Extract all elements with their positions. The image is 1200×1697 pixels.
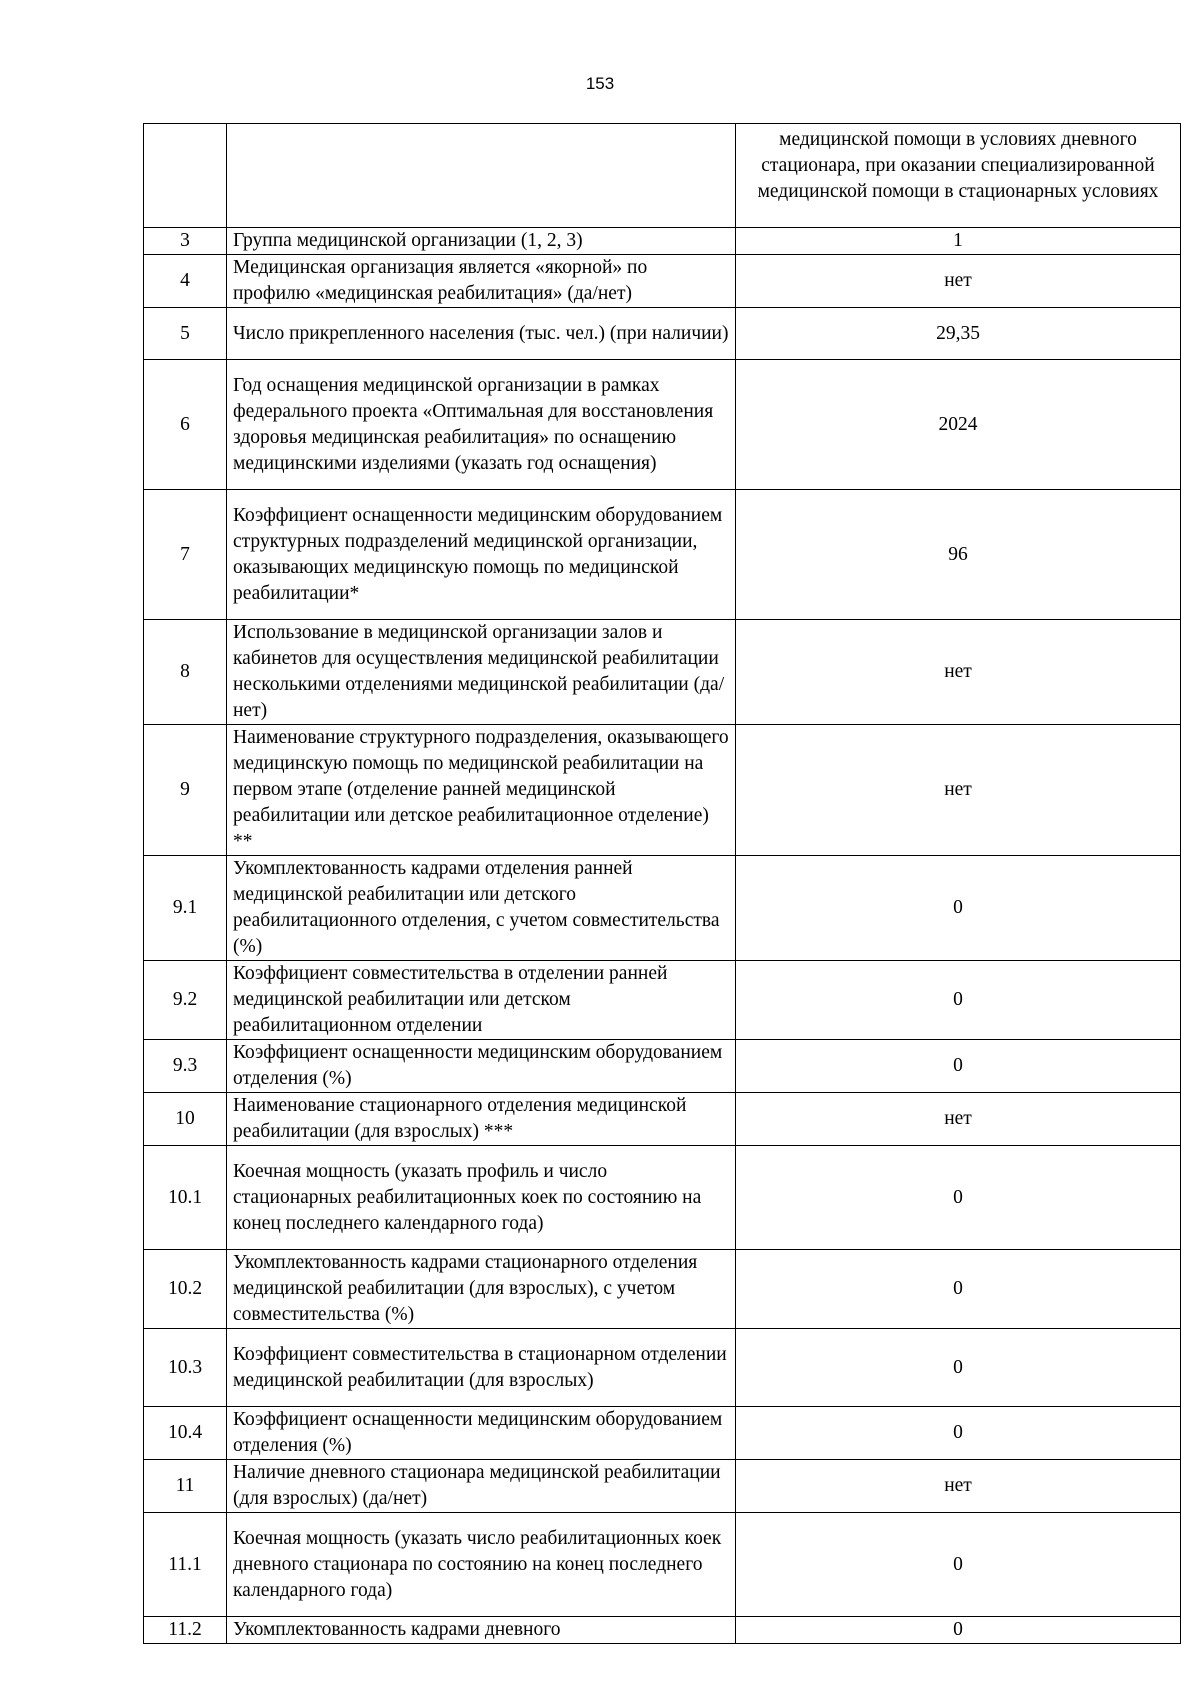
indicator-value: 0 (736, 1617, 1181, 1644)
table-row (144, 255, 1181, 308)
row-number: 11.1 (144, 1513, 227, 1617)
indicator-name: Укомплектованность кадрами отделения ранней медицинской реабилитации или детского реабилитационного отделения, с учетом совместительства (%) (227, 856, 736, 961)
indicator-name: Использование в медицинской организации залов и кабинетов для осуществления медицинской реабилитации несколькими отделениями медицинской реабилитации (да/нет) (227, 620, 736, 725)
indicator-name: Наименование стационарного отделения медицинской реабилитации (для взрослых) *** (227, 1093, 736, 1146)
indicator-value: 0 (736, 1250, 1181, 1329)
indicator-name: Коэффициент оснащенности медицинским оборудованием отделения (%) (227, 1407, 736, 1460)
table-row (144, 725, 1181, 856)
indicator-value: 0 (736, 961, 1181, 1040)
header-cell-value: медицинской помощи в условиях дневного стационара, при оказании специализированной медицинской помощи в стационарных условиях (736, 124, 1181, 228)
table-row (144, 1146, 1181, 1250)
row-number: 9.3 (144, 1040, 227, 1093)
row-number: 10.3 (144, 1329, 227, 1407)
table-row (144, 308, 1181, 360)
row-number: 10.1 (144, 1146, 227, 1250)
indicator-value: нет (736, 725, 1181, 856)
indicator-name: Коэффициент совместительства в стационарном отделении медицинской реабилитации (для взрослых) (227, 1329, 736, 1407)
table-row (144, 1513, 1181, 1617)
indicator-value: 0 (736, 1329, 1181, 1407)
indicator-name: Коечная мощность (указать число реабилитационных коек дневного стационара по состоянию на конец последнего календарного года) (227, 1513, 736, 1617)
indicator-value: 0 (736, 1040, 1181, 1093)
indicator-value: 1 (736, 228, 1181, 255)
header-cell-number (144, 124, 227, 228)
row-number: 10.4 (144, 1407, 227, 1460)
indicator-value: 0 (736, 1513, 1181, 1617)
indicator-name: Наименование структурного подразделения, оказывающего медицинскую помощь по медицинской реабилитации на первом этапе (отделение ранней медицинской реабилитации или детское реабилитационное отделение) ** (227, 725, 736, 856)
table-row (144, 961, 1181, 1040)
indicator-name: Укомплектованность кадрами дневного (227, 1617, 736, 1644)
indicator-name: Коечная мощность (указать профиль и число стационарных реабилитационных коек по состоянию на конец последнего календарного года) (227, 1146, 736, 1250)
table-row (144, 1407, 1181, 1460)
row-number: 11.2 (144, 1617, 227, 1644)
indicator-name: Укомплектованность кадрами стационарного отделения медицинской реабилитации (для взрослых), с учетом совместительства (%) (227, 1250, 736, 1329)
indicator-value: нет (736, 620, 1181, 725)
table-header-row (144, 124, 1181, 228)
indicator-name: Коэффициент оснащенности медицинским оборудованием отделения (%) (227, 1040, 736, 1093)
indicator-name: Число прикрепленного населения (тыс. чел.) (при наличии) (227, 308, 736, 360)
table-row (144, 360, 1181, 490)
row-number: 9.2 (144, 961, 227, 1040)
page-number: 153 (585, 74, 615, 93)
indicators-table (143, 123, 1181, 1644)
table-row (144, 1617, 1181, 1644)
row-number: 9 (144, 725, 227, 856)
indicator-value: 29,35 (736, 308, 1181, 360)
indicator-value: нет (736, 255, 1181, 308)
table-row (144, 1250, 1181, 1329)
table-row (144, 490, 1181, 620)
indicator-value: 2024 (736, 360, 1181, 490)
row-number: 4 (144, 255, 227, 308)
table-row (144, 856, 1181, 961)
row-number: 7 (144, 490, 227, 620)
row-number: 6 (144, 360, 227, 490)
row-number: 11 (144, 1460, 227, 1513)
indicator-name: Коэффициент совместительства в отделении ранней медицинской реабилитации или детском реабилитационном отделении (227, 961, 736, 1040)
indicator-name: Год оснащения медицинской организации в рамках федерального проекта «Оптимальная для восстановления здоровья медицинская реабилитация» по оснащению медицинскими изделиями (указать год оснащения) (227, 360, 736, 490)
table-row (144, 1460, 1181, 1513)
indicator-value: 0 (736, 1146, 1181, 1250)
row-number: 10.2 (144, 1250, 227, 1329)
indicator-value: 0 (736, 1407, 1181, 1460)
table-row (144, 1329, 1181, 1407)
row-number: 3 (144, 228, 227, 255)
indicator-name: Группа медицинской организации (1, 2, 3) (227, 228, 736, 255)
indicator-value: 96 (736, 490, 1181, 620)
indicator-name: Наличие дневного стационара медицинской реабилитации (для взрослых) (да/нет) (227, 1460, 736, 1513)
table-row (144, 1040, 1181, 1093)
table-row (144, 228, 1181, 255)
row-number: 9.1 (144, 856, 227, 961)
header-cell-name (227, 124, 736, 228)
indicator-name: Медицинская организация является «якорной» по профилю «медицинская реабилитация» (да/нет) (227, 255, 736, 308)
table-row (144, 620, 1181, 725)
row-number: 5 (144, 308, 227, 360)
table-row (144, 1093, 1181, 1146)
indicator-value: 0 (736, 856, 1181, 961)
row-number: 8 (144, 620, 227, 725)
indicator-name: Коэффициент оснащенности медицинским оборудованием структурных подразделений медицинской организации, оказывающих медицинскую помощь по медицинской реабилитации* (227, 490, 736, 620)
row-number: 10 (144, 1093, 227, 1146)
indicator-value: нет (736, 1093, 1181, 1146)
indicator-value: нет (736, 1460, 1181, 1513)
